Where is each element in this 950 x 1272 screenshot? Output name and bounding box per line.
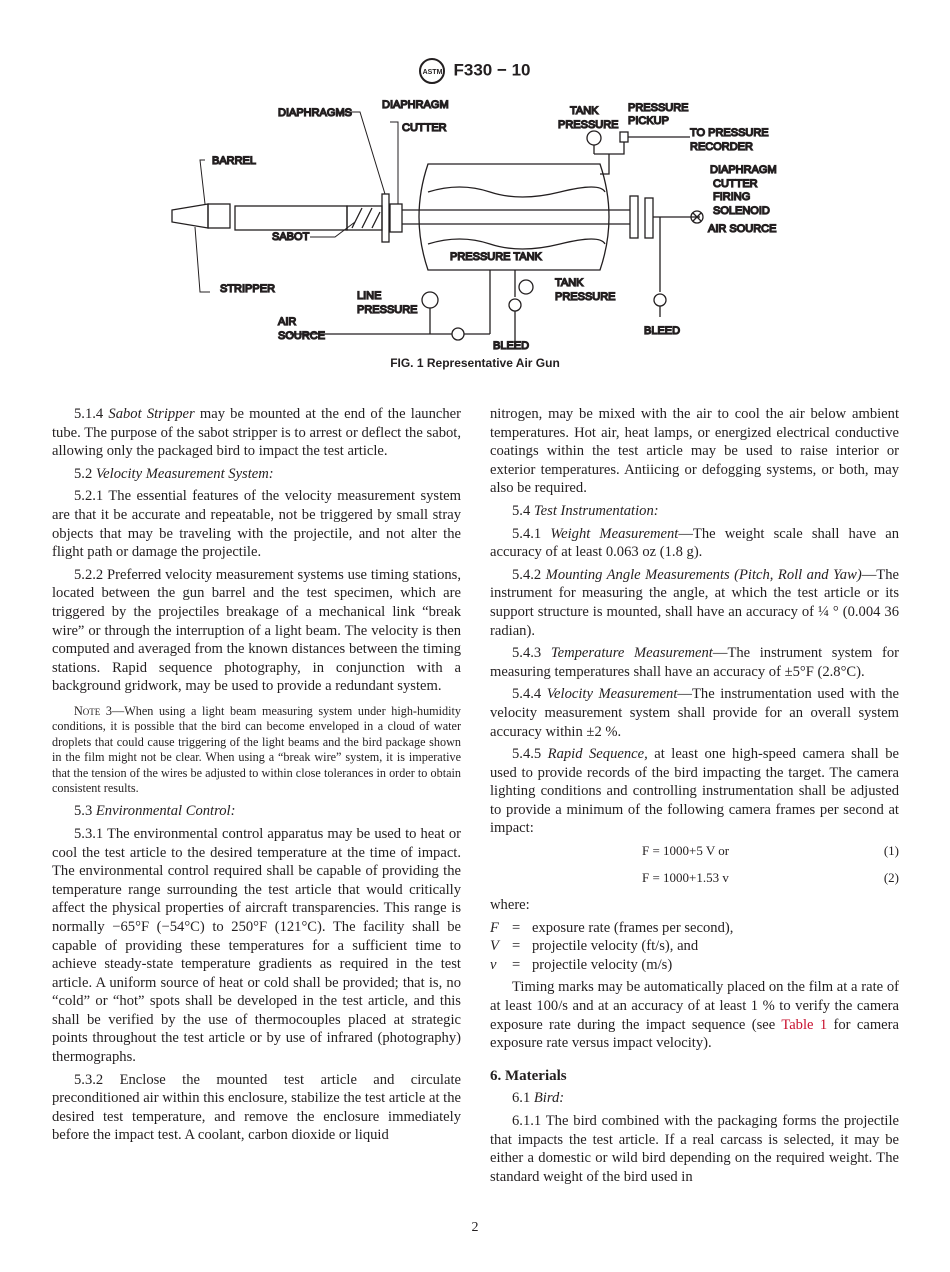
standard-title: F330 − 10: [453, 60, 531, 80]
label-to-pressure-recorder: TO PRESSURE: [690, 127, 769, 139]
para-timing-marks: Timing marks may be automatically placed on the film at a rate of at least 100/s and at an accuracy of at least 1 % to verify the camera exposure rate during the impact sequence (see Table 1 for camera exposure rate versus impact velocity).: [490, 979, 899, 1052]
page-number: 2: [471, 1220, 479, 1235]
label-cutter: CUTTER: [402, 122, 447, 134]
section-6-heading: 6. Materials: [490, 1067, 567, 1084]
label-pressure-pickup-2: PICKUP: [628, 115, 669, 127]
label-pressure-tank: PRESSURE TANK: [450, 251, 542, 263]
stripper-shape: [172, 204, 208, 228]
page-header: [0, 58, 950, 84]
label-bleed-2: BLEED: [644, 325, 681, 337]
label-solenoid-2: CUTTER: [713, 178, 758, 190]
label-bleed: BLEED: [493, 340, 530, 352]
para-5-4-3: 5.4.3 Temperature Measurement—The instrument system for measuring temperatures shall have an accuracy of ±5°F (2.8°C).: [490, 645, 899, 680]
left-column: [52, 405, 461, 1149]
astm-logo: ASTM: [419, 58, 445, 84]
heading-5-2: 5.2 Velocity Measurement System:: [74, 465, 274, 482]
label-solenoid-3: FIRING: [713, 191, 751, 203]
label-air-source-2: SOURCE: [278, 330, 326, 342]
para-5-3-1: 5.3.1 The environmental control apparatus may be used to heat or cool the test article to the desired temperature at the time of impact. The environmental control required shall be capable of providing the temperature range surrounding the test article that would critically affect the physical properties of aircraft transparencies. This range is normally −65°F (−54°C) to 250°F (121°C). The facility shall be capable of providing these temperatures for a sufficient time to achieve steady-state temperature gradients as required in the test article. A uniform source of heat or cold shall be provided; that is, no “cold” or “hot” spots shall be developed in the test article, and this shall be verified by the use of thermocouples placed at strategic points throughout the test article or by use of infrared (photography) thermographs.: [52, 825, 461, 1066]
para-5-3-2-cont: nitrogen, may be mixed with the air to cool the air below ambient temperatures. Hot air, heat lamps, or energized electrical conductive coatings within the test article may be used to raise interior or exterior temperatures. Antiicing or defogging systems, or both, may also be required.: [490, 406, 899, 497]
label-air-source-right: AIR SOURCE: [708, 223, 777, 235]
variable-definitions: [490, 919, 899, 975]
para-5-4-5: 5.4.5 Rapid Sequence, at least one high-speed camera shall be used to provide records of the bird impacting the target. The camera lighting conditions and controlling instrumentation shall be adjusted to provide a minimum of the following camera frames per second at impact:: [490, 746, 899, 837]
para-5-4-2: 5.4.2 Mounting Angle Measurements (Pitch, Roll and Yaw)—The instrument for measuring the angle, at which the test article or its support structure is mounted, shall have an accuracy of ¼ ° (0.004 36 radian).: [490, 566, 899, 639]
diaphragm-flange: [382, 194, 389, 242]
note-3: Note 3—When using a light beam measuring system under high-humidity conditions, it is possible that the bird can become enveloped in a cloud of water droplets that could cause triggering of the light beams and the bird package shown in the film might not be clear. When using a “break wire” system, it is imperative that the tension of the wires be adjusted to within close tolerances in order to obtain consistent results.: [52, 703, 462, 795]
para-5-4-1: 5.4.1 Weight Measurement—The weight scale shall have an accuracy of at least 0.063 oz (1.8 g).: [490, 525, 899, 561]
para-5-3-2: 5.3.2 Enclose the mounted test article and circulate preconditioned air within this enclosure, stabilize the test article at the desired test temperature, and remove the enclosure immediately before the impact test. A coolant, carbon dioxide or liquid: [52, 1071, 461, 1144]
para-6-1-1: 6.1.1 The bird combined with the packaging forms the projectile that impacts the test article. If a real carcass is selected, it may be either a domestic or wild bird depending on the required weight. The standard weight of the bird used in: [490, 1113, 899, 1185]
label-pressure-pickup: PRESSURE: [628, 102, 689, 114]
para-5-4-4: 5.4.4 Velocity Measurement—The instrumentation used with the velocity measurement system shall provide for an overall system accuracy within ±2 %.: [490, 686, 899, 740]
para-5-2-2: 5.2.2 Preferred velocity measurement systems use timing stations, located between the gun barrel and the test specimen, which are triggered by the projectiles breakage of a mechanical link “break wire” or through the interruption of a light beam. The velocity is then computed and averaged from the known distances between the timing stations. Rapid sequence photography, in conjunction with a background gridwork, may be used to provide a redundant system.: [52, 566, 461, 695]
label-air-source: AIR: [278, 316, 297, 328]
heading-5-3: 5.3 Environmental Control:: [74, 803, 236, 820]
label-tank-pressure-bottom-2: PRESSURE: [555, 291, 616, 303]
barrel-tube: [235, 206, 347, 230]
label-tank-pressure: TANK: [570, 105, 599, 117]
equation-2: F = 1000+1.53 v (2): [642, 870, 899, 886]
label-line-pressure: LINE: [357, 290, 382, 302]
label-sabot: SABOT: [272, 231, 310, 243]
heading-6-1: 6.1 Bird:: [512, 1090, 565, 1107]
label-to-pressure-recorder-2: RECORDER: [690, 141, 753, 153]
para-5-2-1: 5.2.1 The essential features of the velocity measurement system are that it be accurate and repeatable, not be triggered by small stray objects that may be traveling with the projectile, and not alter the flight path or damage the projectile.: [52, 488, 461, 561]
label-tank-pressure-bottom: TANK: [555, 277, 584, 289]
label-diaphragm: DIAPHRAGM: [382, 99, 449, 111]
label-tank-pressure-2: PRESSURE: [558, 119, 619, 131]
where-label: where:: [490, 897, 530, 914]
equation-1: F = 1000+5 V or (1): [642, 843, 899, 859]
label-barrel: BARREL: [212, 155, 257, 167]
heading-5-4: 5.4 Test Instrumentation:: [512, 502, 659, 519]
table-1-link[interactable]: Table 1: [781, 1016, 828, 1033]
air-gun-diagram: [160, 92, 800, 362]
cutter-shape: [390, 204, 402, 232]
definition-row: v = projectile velocity (m/s): [490, 956, 673, 973]
definition-row: F = exposure rate (frames per second),: [490, 919, 734, 936]
label-line-pressure-2: PRESSURE: [357, 304, 418, 316]
label-stripper: STRIPPER: [220, 283, 276, 295]
definition-row: V = projectile velocity (ft/s), and: [490, 938, 699, 955]
para-5-1-4: 5.1.4 Sabot Stripper may be mounted at the end of the launcher tube. The purpose of the sabot stripper is to arrest or deflect the sabot, allowing only the packaged bird to impact the test article.: [52, 406, 462, 460]
label-diaphragms: DIAPHRAGMS: [278, 107, 352, 119]
right-column: [490, 405, 899, 1190]
barrel-muzzle: [208, 204, 230, 228]
label-solenoid-4: SOLENOID: [713, 205, 770, 217]
figure-caption: FIG. 1 Representative Air Gun: [390, 356, 560, 370]
label-solenoid: DIAPHRAGM: [710, 164, 777, 176]
